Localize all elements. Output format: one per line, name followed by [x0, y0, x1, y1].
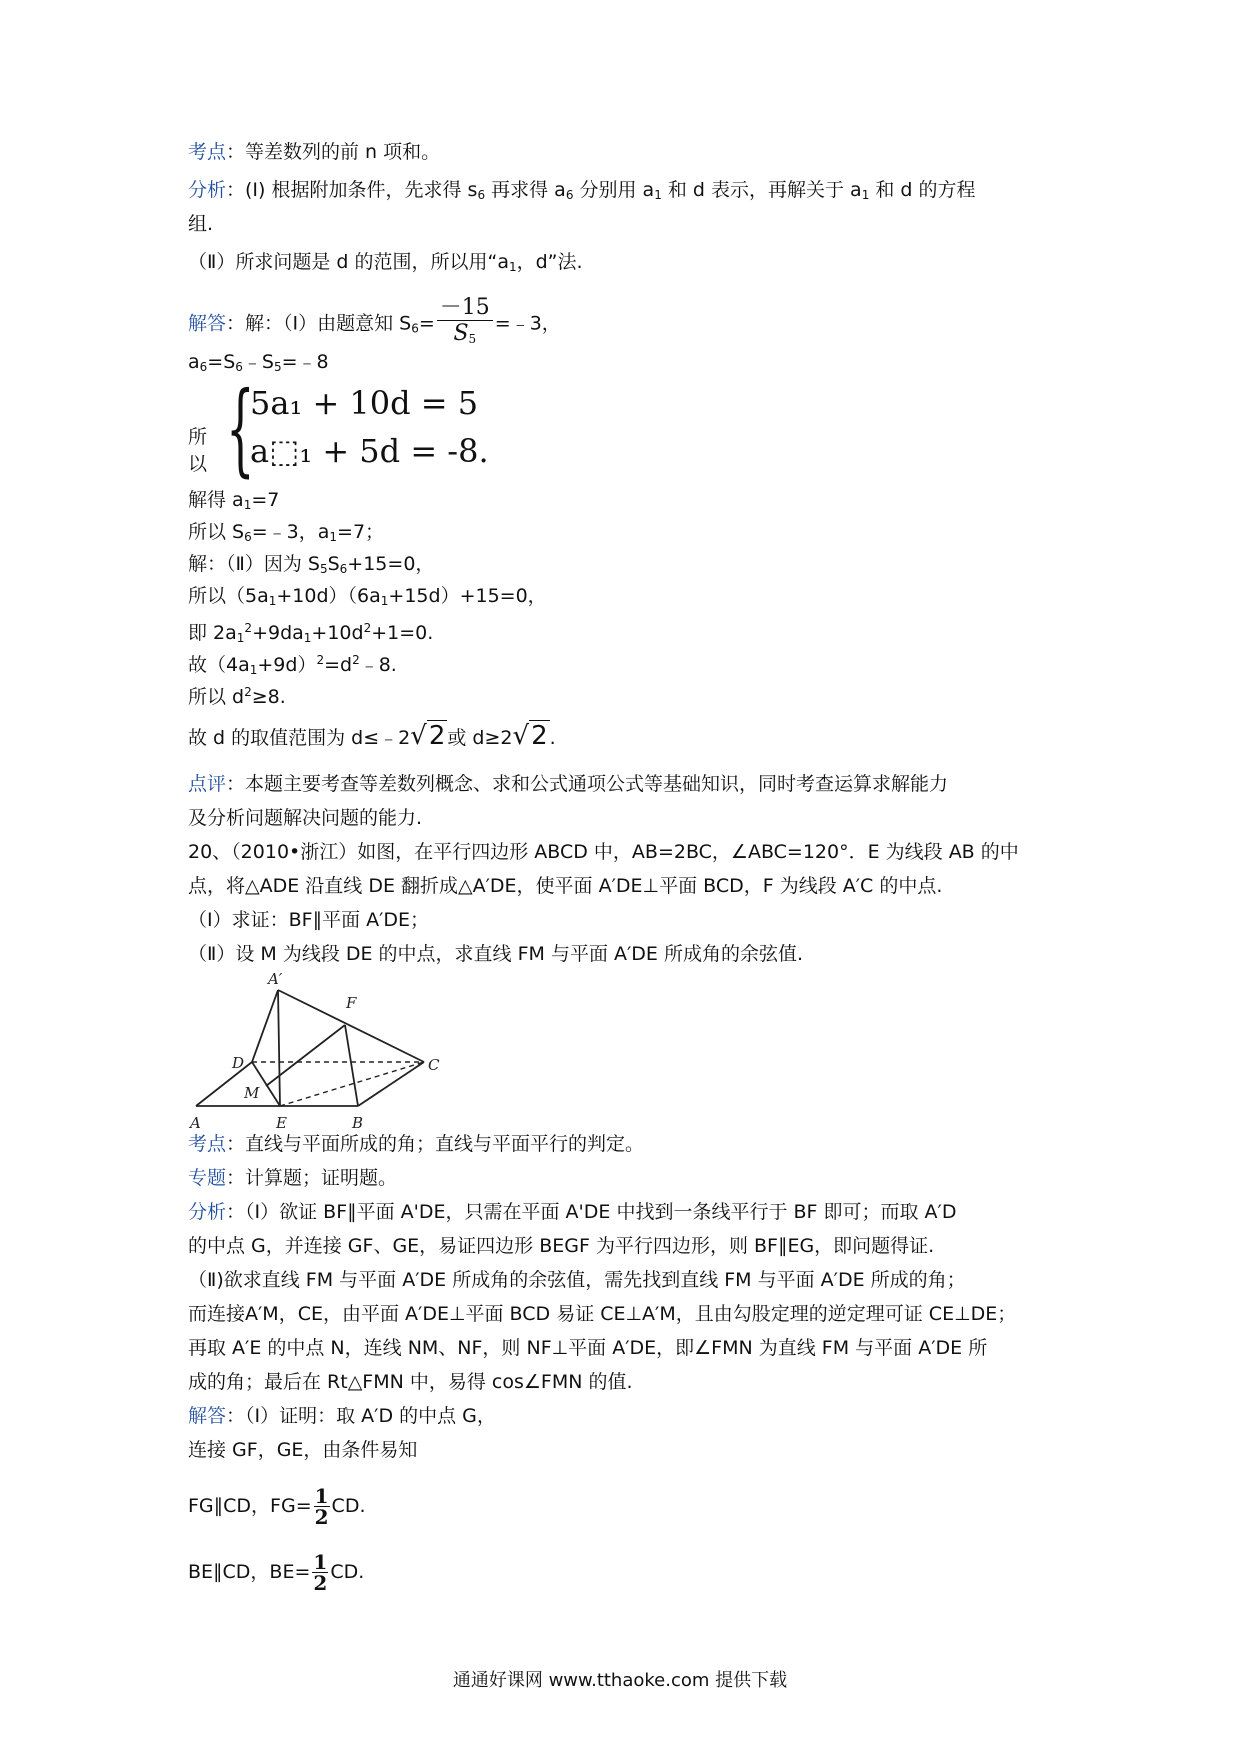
sqrt-1: √2	[410, 721, 446, 751]
solution-line-1: 解答：解：（Ⅰ）由题意知 $S_6=$ $\frac{-15}{S_5}$ =﹣3，	[188, 296, 561, 352]
solution-line-7: 所以$(5a_1+10d)(6a_1+15d)+15=0$，	[188, 585, 547, 608]
solution-line-2: $a_6=S_6﹣S_5=﹣8$	[188, 351, 329, 374]
fraction-s6: $\frac{-15}{S_5}$	[437, 296, 493, 352]
solution-line-4: 解得 $a_1=7$	[188, 489, 280, 512]
analysis-line-1: 分析：(Ⅰ) 根据附加条件，先求得 $s_6$ 再求得 $a_6$ 分别用 $a_1$ 和 d 表示，再解关于 $a_1$ 和 d 的方程	[188, 179, 976, 202]
solution-line-8: 即 $2a_1^2+9da_1+10d^2+1=0$.	[188, 621, 434, 645]
be-line: BE∥CD，BE= $\frac{1}{2}$ CD.	[188, 1550, 365, 1595]
question-line-1: 20、（2010•浙江）如图，在平行四边形 ABCD 中，AB=2BC，∠ABC=120°．E 为线段 AB 的中	[188, 841, 1019, 863]
answer2-line-1: 解答：（Ⅰ）证明：取 A′D 的中点 G，	[188, 1405, 496, 1427]
label-f: F	[346, 994, 357, 1012]
kaodian-line: 考点：等差数列的前 n 项和。	[188, 141, 441, 163]
analysis2-line-5: 再取 A′E 的中点 N，连线 NM、NF，则 NF⊥平面 A′DE，即∠FMN 为直线 FM 与平面 A′DE 所	[188, 1337, 988, 1359]
label-d: D	[232, 1054, 245, 1072]
analysis2-line-2: 的中点 G，并连接 GF、GE，易证四边形 BEGF 为平行四边形，则 BF∥EG，即问题得证.	[188, 1235, 935, 1257]
analysis2-line-6: 成的角；最后在 Rt△FMN 中，易得 cos∠FMN 的值.	[188, 1371, 633, 1393]
page-footer: 通通好课网 www.tthaoke.com 提供下载	[452, 1670, 788, 1691]
solution-line-5: 所以 $S_6=﹣3$，$a_1=7$；	[188, 521, 385, 544]
label-b: B	[352, 1114, 364, 1132]
analysis-line-2: 组.	[188, 213, 214, 235]
comment-line-1: 点评：本题主要考查等差数列概念、求和公式通项公式等基础知识，同时考查运算求解能力	[188, 773, 949, 795]
analysis2-line-3: （Ⅱ)欲求直线 FM 与平面 A′DE 所成角的余弦值，需先找到直线 FM 与平面 A′DE 所成的角；	[188, 1269, 966, 1291]
kaodian2-line: 考点：直线与平面所成的角；直线与平面平行的判定。	[188, 1133, 645, 1155]
fg-line: FG∥CD，FG= $\frac{1}{2}$ CD.	[188, 1484, 366, 1529]
question-line-3: （Ⅰ）求证：BF∥平面 A′DE；	[188, 909, 430, 931]
sqrt-2: √2	[512, 721, 548, 751]
label-a: A	[190, 1114, 201, 1132]
comment-line-2: 及分析问题解决问题的能力.	[188, 807, 423, 829]
analysis2-line-4: 而连接A′M，CE，由平面 A′DE⊥平面 BCD 易证 CE⊥A′M，且由勾股定理的逆定理可证 CE⊥DE；	[188, 1303, 1017, 1325]
equation-1: 5a₁ + 10d = 5	[250, 384, 479, 422]
geometry-figure	[190, 970, 476, 1132]
fraction-half-1: $\frac{1}{2}$	[314, 1484, 329, 1529]
solution-line-11: 故 d 的取值范围为 d≤﹣2√2 或 d≥2√2 .	[188, 721, 556, 751]
solution-line-10: 所以 $d^2\ge 8$.	[188, 685, 286, 708]
label-e: E	[276, 1114, 287, 1132]
analysis-line-3: （Ⅱ）所求问题是 d 的范围，所以用“$a_1$，d”法.	[188, 251, 583, 274]
question-line-2: 点，将△ADE 沿直线 DE 翻折成△A′DE，使平面 A′DE⊥平面 BCD，F 为线段 A′C 的中点.	[188, 875, 943, 897]
fraction-half-2: $\frac{1}{2}$	[313, 1550, 328, 1595]
answer2-line-2: 连接 GF，GE，由条件易知	[188, 1439, 418, 1461]
label-m: M	[244, 1084, 260, 1102]
label-a-prime: A′	[268, 970, 283, 988]
label-c: C	[428, 1056, 440, 1074]
equation-2: a⬚₁ + 5d = -8.	[250, 432, 489, 470]
solution-line-6: 解：（Ⅱ）因为 $S_5S_6+15=0$，	[188, 553, 435, 576]
zhuanti-line: 专题：计算题；证明题。	[188, 1167, 398, 1189]
left-brace: {	[226, 370, 255, 487]
analysis2-line-1: 分析：（Ⅰ）欲证 BF∥平面 A'DE，只需在平面 A'DE 中找到一条线平行于 BF 即可；而取 A′D	[188, 1201, 957, 1223]
question-line-4: （Ⅱ）设 M 为线段 DE 的中点，求直线 FM 与平面 A′DE 所成角的余弦值.	[188, 943, 804, 965]
solution-line-9: 故$(4a_1+9d)^2=d^2﹣8$.	[188, 653, 397, 677]
